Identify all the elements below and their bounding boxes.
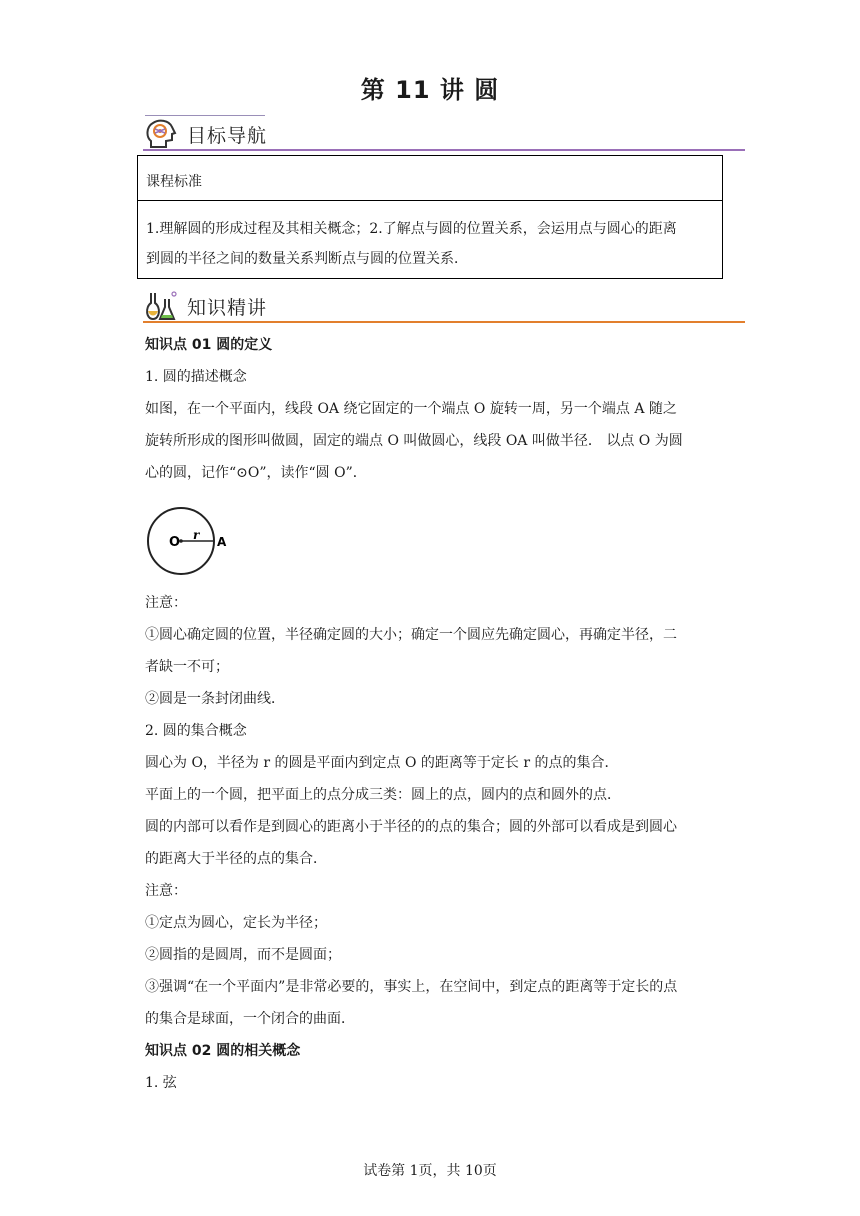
note-label: 注意： — [145, 595, 187, 611]
note-line: ①圆心确定圆的位置，半径确定圆的大小；确定一个圆应先确定圆心，再确定半径，二 — [145, 627, 677, 643]
section1-desc-line: 旋转所形成的图形叫做圆，固定的端点 O 叫做圆心，线段 OA 叫做半径． 以点 O 为圆 — [145, 433, 683, 449]
section2-heading: 知识点 02 圆的相关概念 — [145, 1043, 301, 1059]
section1-intro — [145, 329, 725, 489]
section1-desc-line: 心的圆，记作“⊙O”，读作“圆 O”． — [145, 465, 367, 481]
section2-subheading: 1. 弦 — [145, 1075, 177, 1091]
section1-desc-line: 如图，在一个平面内，线段 OA 绕它固定的一个端点 O 旋转一周，另一个端点 A 随之 — [145, 401, 677, 417]
set-desc-line: 圆的内部可以看作是到圆心的距离小于半径的的点的集合；圆的外部可以看成是到圆心 — [145, 819, 677, 835]
goal-banner-label: 目标导航 — [187, 125, 268, 147]
goal-banner-rule — [143, 149, 745, 151]
note-line: 者缺一不可； — [145, 659, 229, 675]
knowledge-banner-rule — [143, 321, 745, 323]
note-line: ③强调“在一个平面内”是非常必要的，事实上，在空间中，到定点的距离等于定长的点 — [145, 979, 678, 995]
section1-notes — [145, 587, 725, 1099]
head-gear-icon — [143, 117, 179, 151]
center-label: O — [169, 535, 181, 550]
goal-banner — [143, 117, 745, 151]
course-standard-body — [138, 201, 722, 274]
knowledge-banner — [143, 289, 745, 323]
course-standard-box — [137, 155, 723, 279]
note-line: ②圆指的是圆周，而不是圆面； — [145, 947, 341, 963]
set-desc-line: 平面上的一个圆，把平面上的点分成三类：圆上的点，圆内的点和圆外的点． — [145, 787, 621, 803]
note-line: 的集合是球面，一个闭合的曲面． — [145, 1011, 355, 1027]
flask-icon — [143, 289, 179, 323]
course-standard-line: 到圆的半径之间的数量关系判断点与圆的位置关系． — [146, 251, 468, 267]
point-label: A — [217, 535, 227, 549]
page-title: 第 11 讲 圆 — [360, 76, 500, 104]
set-desc-line: 的距离大于半径的点的集合． — [145, 851, 327, 867]
knowledge-banner-label: 知识精讲 — [187, 297, 268, 319]
course-standard-heading: 课程标准 — [138, 156, 722, 201]
note-line: ①定点为圆心，定长为半径； — [145, 915, 327, 931]
banner-top-rule — [145, 115, 265, 116]
page-footer: 试卷第 1页，共 10页 — [363, 1163, 497, 1179]
section1-subheading: 2. 圆的集合概念 — [145, 723, 247, 739]
section1-subheading: 1. 圆的描述概念 — [145, 369, 247, 385]
course-standard-line: 1.理解圆的形成过程及其相关概念；2.了解点与圆的位置关系，会运用点与圆心的距离 — [146, 221, 677, 237]
note-label: 注意： — [145, 883, 187, 899]
set-desc-line: 圆心为 O，半径为 r 的圆是平面内到定点 O 的距离等于定长 r 的点的集合． — [145, 755, 619, 771]
section1-heading: 知识点 01 圆的定义 — [145, 337, 273, 353]
circle-figure — [143, 503, 243, 579]
radius-label: r — [193, 528, 200, 542]
note-line: ②圆是一条封闭曲线． — [145, 691, 285, 707]
